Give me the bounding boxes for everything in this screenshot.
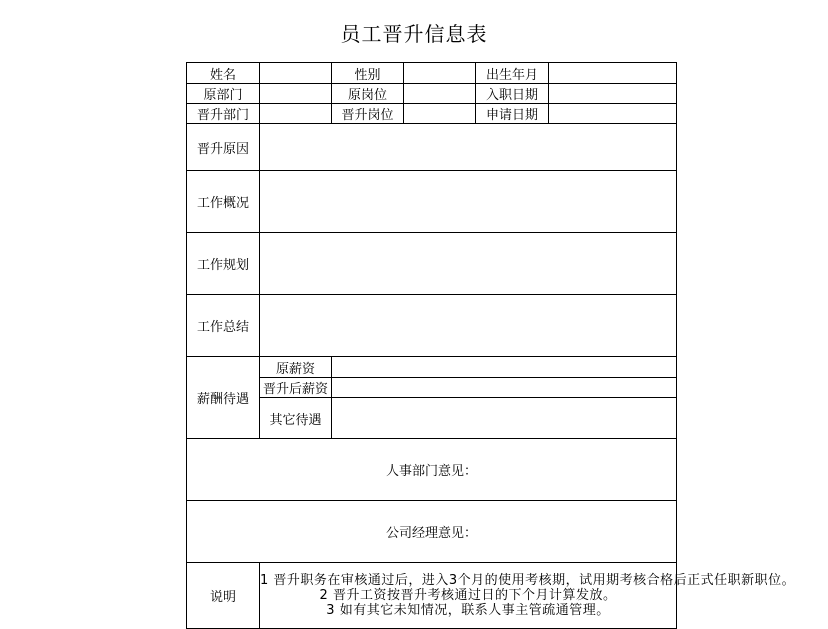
reason-label: 晋升原因 (187, 124, 260, 171)
other-benefits-label: 其它待遇 (260, 398, 332, 439)
new-dept-label: 晋升部门 (187, 104, 260, 124)
birth-field[interactable] (549, 63, 677, 84)
note-line-1: 1 晋升职务在审核通过后，进入3个月的使用考核期，试用期考核合格后正式任职新职位。 (260, 573, 796, 588)
note-line-3: 3 如有其它未知情况，联系人事主管疏通管理。 (326, 603, 610, 618)
summary-field[interactable] (260, 295, 677, 357)
new-post-field[interactable] (404, 104, 476, 124)
hire-date-label: 入职日期 (476, 84, 549, 104)
orig-salary-label: 原薪资 (260, 357, 332, 378)
overview-field[interactable] (260, 171, 677, 233)
orig-salary-field[interactable] (332, 357, 677, 378)
salary-label: 薪酬待遇 (187, 357, 260, 439)
form-title: 员工晋升信息表 (340, 22, 488, 46)
table-row (187, 563, 677, 629)
promotion-form-table (186, 62, 796, 629)
table-row (187, 501, 677, 563)
apply-date-field[interactable] (549, 104, 677, 124)
manager-opinion-field[interactable] (187, 501, 677, 563)
other-benefits-field[interactable] (332, 398, 677, 439)
hr-opinion-field[interactable] (187, 439, 677, 501)
new-dept-field[interactable] (260, 104, 332, 124)
note-line-2: 2 晋升工资按晋升考核通过日的下个月计算发放。 (319, 588, 617, 603)
notes-label: 说明 (187, 563, 260, 629)
manager-opinion-label: 公司经理意见： (385, 526, 477, 541)
orig-dept-label: 原部门 (187, 84, 260, 104)
new-salary-field[interactable] (332, 378, 677, 398)
new-post-label: 晋升岗位 (332, 104, 404, 124)
birth-label: 出生年月 (476, 63, 549, 84)
table-row (187, 104, 677, 124)
orig-dept-field[interactable] (260, 84, 332, 104)
name-field[interactable] (260, 63, 332, 84)
new-salary-label: 晋升后薪资 (260, 378, 332, 398)
hr-opinion-label: 人事部门意见： (385, 464, 477, 479)
table-row (187, 378, 677, 398)
reason-field[interactable] (260, 124, 677, 171)
hire-date-field[interactable] (549, 84, 677, 104)
table-row (187, 439, 677, 501)
gender-field[interactable] (404, 63, 476, 84)
orig-post-label: 原岗位 (332, 84, 404, 104)
table-row (187, 124, 677, 171)
orig-post-field[interactable] (404, 84, 476, 104)
notes-content (260, 563, 796, 629)
gender-label: 性别 (332, 63, 404, 84)
table-row (187, 84, 677, 104)
table-row (187, 171, 677, 233)
table-row (187, 295, 677, 357)
overview-label: 工作概况 (187, 171, 260, 233)
table-row (187, 63, 677, 84)
table-row (187, 357, 677, 378)
plan-field[interactable] (260, 233, 677, 295)
summary-label: 工作总结 (187, 295, 260, 357)
plan-label: 工作规划 (187, 233, 260, 295)
apply-date-label: 申请日期 (476, 104, 549, 124)
table-row (187, 233, 677, 295)
name-label: 姓名 (187, 63, 260, 84)
table-row (187, 398, 677, 439)
